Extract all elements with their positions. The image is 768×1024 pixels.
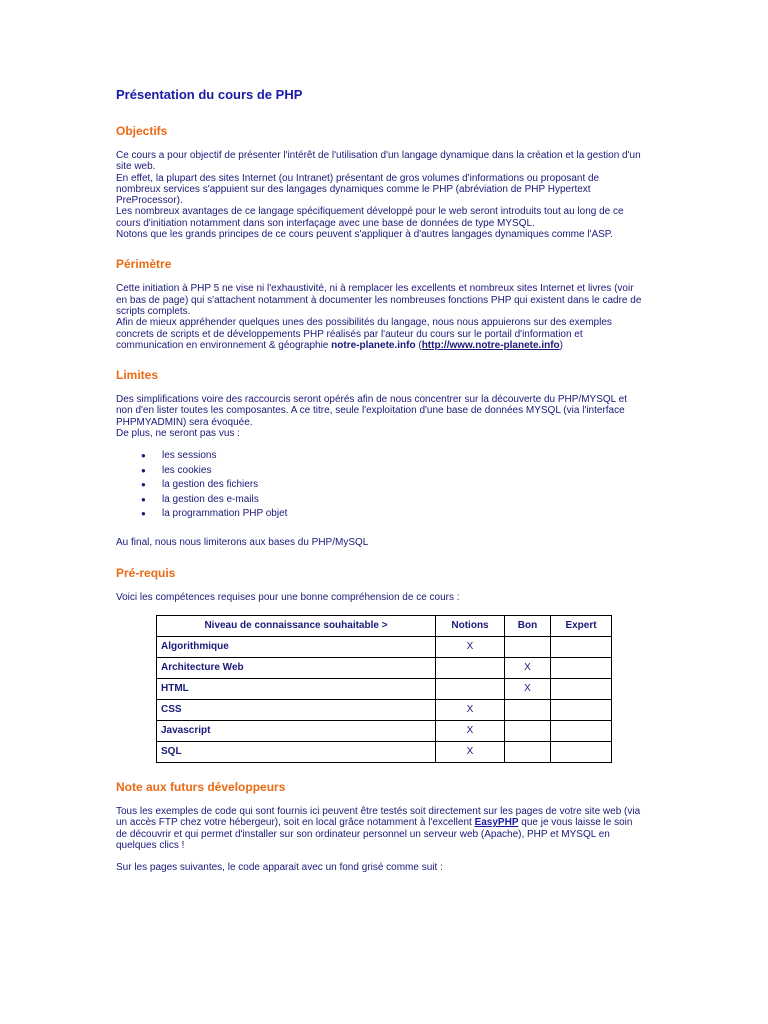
bullet-icon: ● (141, 465, 146, 475)
cell-expert (551, 636, 612, 657)
spacer (116, 549, 646, 565)
cell-bon: X (505, 678, 551, 699)
perimetre-line-1: Cette initiation à PHP 5 ne vise ni l'exhaustivité, ni à remplacer les excellents et nombreux sites Internet et livres (voir en bas de page) qui s'attachent notamment à documenter les nombreuses fonctions PHP qui existent dans le cadre de scripts complets. (116, 283, 642, 317)
perimetre-line-2-text: Afin de mieux appréhender quelques unes des possibilités du langage, nous nous appuierons sur des exemples concrets de scripts et de développements PHP réalisés par l'auteur du cours sur le portail d'information et communication en environnement & géographie (116, 317, 612, 351)
cell-expert (551, 678, 612, 699)
list-item-label: les sessions (162, 450, 217, 462)
list-item (116, 449, 646, 463)
row-label: CSS (157, 699, 436, 720)
list-item-label: les cookies (162, 464, 212, 476)
limites-line-2: De plus, ne seront pas vus : (116, 428, 240, 440)
prerequisites-table (156, 615, 612, 763)
heading-limites: Limites (116, 368, 159, 383)
objectifs-line-2: En effet, la plupart des sites Internet (ou Intranet) présentant de gros volumes d'informations ou proposant de nombreux services s'appuient sur des langages dynamiques comme le PHP (abréviation de PHP Hypertext PreProcessor). (116, 172, 600, 207)
site-name: notre-planete.info (331, 339, 416, 351)
spacer (116, 240, 646, 256)
perimetre-line-2 (116, 317, 646, 351)
cell-expert (551, 720, 612, 741)
list-item (116, 493, 646, 507)
heading-prerequis: Pré-requis (116, 565, 176, 580)
bullet-icon: ● (141, 480, 146, 490)
cell-notions (436, 657, 505, 678)
bullet-icon: ● (141, 451, 146, 461)
note-line-1-prefix: Tous les exemples de code qui sont fournis ici peuvent être testés soit directement sur les pages de votre site web (via un accès FTP chez votre hébergeur), soit en local grâce notamment à l'excellent (116, 805, 641, 829)
header-expert: Expert (551, 615, 612, 636)
heading-perimetre: Périmètre (116, 257, 172, 272)
cell-notions: X (436, 720, 505, 741)
site-url-link[interactable]: http://www.notre-planete.info (421, 339, 560, 351)
row-label: Architecture Web (157, 657, 436, 678)
objectifs-line-4: Notons que les grands principes de ce cours peuvent s'appliquer à d'autres langages dynamiques comme l'ASP. (116, 229, 613, 241)
table-header-row (157, 615, 612, 636)
list-item-label: la programmation PHP objet (162, 507, 288, 519)
note-spacer (116, 851, 646, 862)
row-label: HTML (157, 678, 436, 699)
cell-bon (505, 636, 551, 657)
cell-bon (505, 699, 551, 720)
page-title: Présentation du cours de PHP (116, 87, 303, 102)
limites-conclusion: Au final, nous nous limiterons aux bases du PHP/MySQL (116, 537, 369, 549)
row-label: SQL (157, 741, 436, 762)
table-row (157, 657, 612, 678)
cell-notions: X (436, 699, 505, 720)
cell-notions (436, 678, 505, 699)
table-row (157, 636, 612, 657)
heading-note: Note aux futurs développeurs (116, 779, 286, 794)
table-row (157, 741, 612, 762)
note-line-1 (116, 806, 646, 851)
easyphp-link[interactable]: EasyPHP (474, 817, 519, 829)
objectifs-line-1: Ce cours a pour objectif de présenter l'intérêt de l'utilisation d'un langage dynamique dans la création et la gestion d'un site web. (116, 150, 641, 173)
cell-bon (505, 720, 551, 741)
cell-bon: X (505, 657, 551, 678)
list-item-label: la gestion des e-mails (162, 493, 259, 505)
bullet-icon: ● (141, 508, 146, 518)
note-line-2: Sur les pages suivantes, le code apparait avec un fond grisé comme suit : (116, 862, 443, 874)
row-label: Algorithmique (157, 636, 436, 657)
prerequis-intro: Voici les compétences requises pour une bonne compréhension de ce cours : (116, 591, 460, 603)
list-item-label: la gestion des fichiers (162, 479, 259, 491)
row-label: Javascript (157, 720, 436, 741)
cell-expert (551, 657, 612, 678)
list-item (116, 507, 646, 521)
header-bon: Bon (505, 615, 551, 636)
note-line-1-suffix: que je vous laisse le soin de découvrir et qui permet d'installer sur son ordinateur personnel un serveur web (Apache), PHP et MYSQL en quelques clics ! (116, 817, 633, 851)
document-content (116, 86, 646, 874)
cell-expert (551, 741, 612, 762)
cell-expert (551, 699, 612, 720)
bullet-icon: ● (141, 494, 146, 504)
limites-line-1: Des simplifications voire des raccourcis seront opérés afin de nous concentrer sur la découverte du PHP/MYSQL et non d'en lister toutes les composantes. A ce titre, seule l'exploitation d'une base de données MYSQL (via l'interface PHPMYADMIN) sera évoquée. (116, 394, 627, 428)
list-item (116, 478, 646, 492)
cell-notions: X (436, 741, 505, 762)
header-level: Niveau de connaissance souhaitable > (157, 615, 436, 636)
list-item (116, 464, 646, 478)
table-row (157, 678, 612, 699)
objectifs-line-3: Les nombreux avantages de ce langage spécifiquement développé pour le web seront introduits tout au long de ce cours d'initiation notamment dans son interfaçage avec une base de données de type MYSQL. (116, 206, 624, 229)
cell-bon (505, 741, 551, 762)
header-notions: Notions (436, 615, 505, 636)
table-row (157, 699, 612, 720)
cell-notions: X (436, 636, 505, 657)
heading-objectifs: Objectifs (116, 124, 168, 138)
table-row (157, 720, 612, 741)
paren-open: ( (415, 339, 422, 351)
paren-close: ) (559, 339, 563, 351)
excluded-topics-list (116, 449, 646, 521)
spacer (116, 351, 646, 367)
